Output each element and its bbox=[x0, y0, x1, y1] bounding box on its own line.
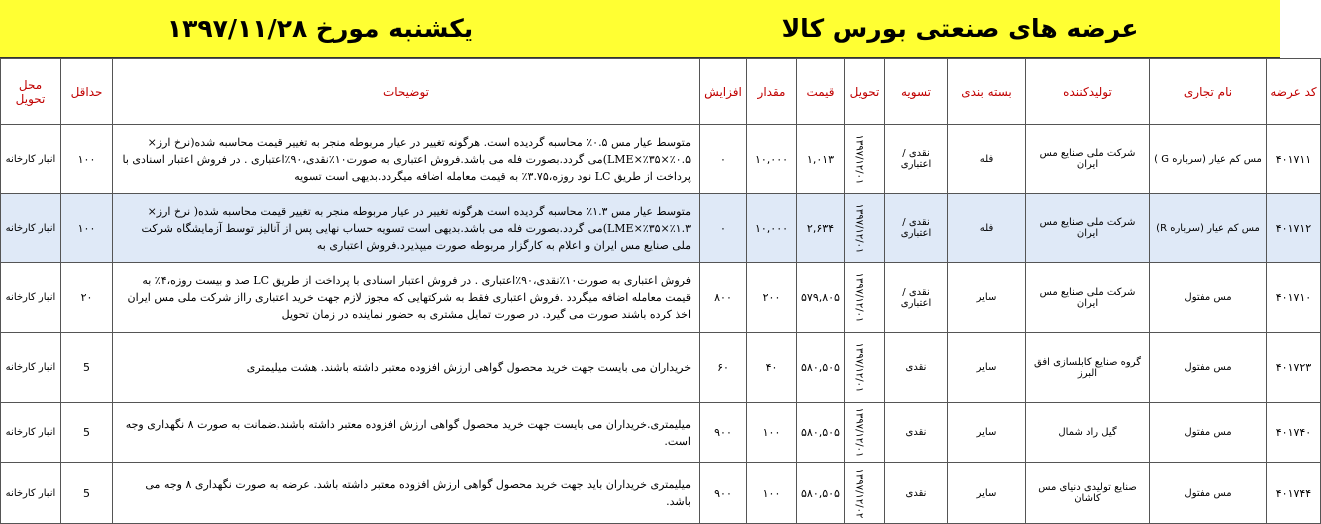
increase: ۰ bbox=[700, 194, 747, 263]
delivery-location: انبار کارخانه bbox=[1, 125, 61, 194]
quantity: ۱۰,۰۰۰ bbox=[747, 125, 797, 194]
producer: گیل راد شمال bbox=[1026, 403, 1150, 463]
delivery-date-cell bbox=[845, 333, 885, 403]
page-date: یکشنبه مورخ ۱۳۹۷/۱۱/۲۸ bbox=[166, 14, 474, 43]
column-header: قیمت bbox=[797, 59, 845, 125]
page-title: عرضه های صنعتی بورس کالا bbox=[781, 14, 1139, 43]
offer-code: ۴۰۱۷۱۱ bbox=[1267, 125, 1321, 194]
brand-name: مس مفتول bbox=[1150, 263, 1267, 333]
price: ۵۷۹,۸۰۵ bbox=[797, 263, 845, 333]
table-row bbox=[1, 194, 1321, 263]
delivery-date-cell bbox=[845, 194, 885, 263]
minimum: 5 bbox=[61, 403, 113, 463]
header-banner bbox=[0, 0, 1280, 59]
increase: ۹۰۰ bbox=[700, 403, 747, 463]
packaging: سایر bbox=[948, 403, 1026, 463]
increase: ۶۰ bbox=[700, 333, 747, 403]
offer-code: ۴۰۱۷۴۴ bbox=[1267, 463, 1321, 524]
description: فروش اعتباری به صورت۱۰٪نقدی،۹۰٪اعتباری . در فروش اعتبار اسنادی با پرداخت از طریق LC صد و بیست روزه،۴٪ به قیمت معامله اضافه میگردد .فروش اعتباری فقط به شرکتهایی که مجوز لازم جهت خرید اعتباری رااز شرکت ملی مس ایران اخذ کرده باشند صورت می گیرد. در صورت تمایل مشتری به حضور نماینده در زمان تحویل bbox=[113, 263, 700, 333]
column-header: کد عرضه bbox=[1267, 59, 1321, 125]
increase: ۸۰۰ bbox=[700, 263, 747, 333]
price: ۱,۰۱۳ bbox=[797, 125, 845, 194]
delivery-date-cell bbox=[845, 463, 885, 524]
column-header: محل تحویل bbox=[1, 59, 61, 125]
delivery-date: ۱۳۹۷/۱۲/۰۱ bbox=[853, 272, 865, 323]
description: متوسط عیار مس ۰.۵٪ محاسبه گردیده است. هرگونه تغییر در عیار مربوطه منجر به تغییر قیمت محاسبه شده(نرخ ارز× ۰.۵٪×۳۵٪×LME)می گردد.بصورت فله می باشد.فروش اعتباری به صورت۱۰٪نقدی،۹۰٪اعتباری . در فروش اعتبار اسنادی با پرداخت از طریق LC نود روزه،۳.۷۵٪ به قیمت معامله اضافه میگردد.بدیهی است تسویه bbox=[113, 125, 700, 194]
delivery-date-cell bbox=[845, 125, 885, 194]
column-header: نام تجاری bbox=[1150, 59, 1267, 125]
description: متوسط عیار مس ۱.۳٪ محاسبه گردیده است هرگونه تغییر در عیار مربوطه منجر به تغییر قیمت محاسبه شده( نرخ ارز× ۱.۳٪×۳۵٪×LME)می گردد.بصورت فله می باشد.بدیهی است تسویه حساب نهایی پس از آنالیز توسط آزمایشگاه شرکت ملی صنایع مس ایران و اعلام به کارگزار مربوطه صورت میپذیرد.فروش اعتباری به bbox=[113, 194, 700, 263]
minimum: 5 bbox=[61, 463, 113, 524]
delivery-location: انبار کارخانه bbox=[1, 403, 61, 463]
packaging: سایر bbox=[948, 333, 1026, 403]
producer: شرکت ملی صنایع مس ایران bbox=[1026, 263, 1150, 333]
quantity: ۱۰۰ bbox=[747, 463, 797, 524]
table-row bbox=[1, 463, 1321, 524]
delivery-date-cell bbox=[845, 403, 885, 463]
delivery-date: ۱۳۹۷/۱۲/۰۲ bbox=[853, 468, 865, 518]
column-header: تسویه bbox=[885, 59, 948, 125]
offer-code: ۴۰۱۷۱۲ bbox=[1267, 194, 1321, 263]
table-row bbox=[1, 263, 1321, 333]
offer-code: ۴۰۱۷۴۰ bbox=[1267, 403, 1321, 463]
offer-code: ۴۰۱۷۲۳ bbox=[1267, 333, 1321, 403]
delivery-date: ۱۳۹۷/۱۲/۰۱ bbox=[853, 134, 865, 184]
brand-name: مس کم عیار (سرباره R) bbox=[1150, 194, 1267, 263]
price: ۵۸۰,۵۰۵ bbox=[797, 403, 845, 463]
price: ۲,۶۳۴ bbox=[797, 194, 845, 263]
price: ۵۸۰,۵۰۵ bbox=[797, 463, 845, 524]
column-header: بسته بندی bbox=[948, 59, 1026, 125]
quantity: ۱۰۰ bbox=[747, 403, 797, 463]
column-header: مقدار bbox=[747, 59, 797, 125]
table-row bbox=[1, 403, 1321, 463]
settlement: نقدی / اعتباری bbox=[885, 125, 948, 194]
table-header-row bbox=[1, 59, 1321, 125]
delivery-date-cell bbox=[845, 263, 885, 333]
increase: ۰ bbox=[700, 125, 747, 194]
offers-table bbox=[0, 58, 1321, 524]
minimum: ۲۰ bbox=[61, 263, 113, 333]
column-header: توضیحات bbox=[113, 59, 700, 125]
quantity: ۴۰ bbox=[747, 333, 797, 403]
producer: شرکت ملی صنایع مس ایران bbox=[1026, 194, 1150, 263]
minimum: ۱۰۰ bbox=[61, 125, 113, 194]
description: خریداران می بایست جهت خرید محصول گواهی ارزش افزوده معتبر داشته باشند. هشت میلیمتری bbox=[113, 333, 700, 403]
offer-code: ۴۰۱۷۱۰ bbox=[1267, 263, 1321, 333]
delivery-location: انبار کارخانه bbox=[1, 333, 61, 403]
packaging: سایر bbox=[948, 463, 1026, 524]
column-header: حداقل bbox=[61, 59, 113, 125]
quantity: ۲۰۰ bbox=[747, 263, 797, 333]
delivery-date: ۱۳۹۷/۱۲/۰۱ bbox=[853, 342, 865, 393]
quantity: ۱۰,۰۰۰ bbox=[747, 194, 797, 263]
table-row bbox=[1, 333, 1321, 403]
description: میلیمتری.خریداران می بایست جهت خرید محصول گواهی ارزش افزوده معتبر داشته باشند.ضمانت به صورت ۸ نگهداری وجه است. bbox=[113, 403, 700, 463]
brand-name: مس مفتول bbox=[1150, 333, 1267, 403]
column-header: تولیدکننده bbox=[1026, 59, 1150, 125]
brand-name: مس مفتول bbox=[1150, 463, 1267, 524]
delivery-location: انبار کارخانه bbox=[1, 263, 61, 333]
settlement: نقدی bbox=[885, 403, 948, 463]
producer: گروه صنایع کابلسازی افق البرز bbox=[1026, 333, 1150, 403]
producer: صنایع تولیدی دنیای مس کاشان bbox=[1026, 463, 1150, 524]
increase: ۹۰۰ bbox=[700, 463, 747, 524]
settlement: نقدی bbox=[885, 333, 948, 403]
column-header: افزایش bbox=[700, 59, 747, 125]
packaging: فله bbox=[948, 194, 1026, 263]
delivery-date: ۱۳۹۷/۱۲/۰۱ bbox=[853, 407, 865, 458]
price: ۵۸۰,۵۰۵ bbox=[797, 333, 845, 403]
settlement: نقدی / اعتباری bbox=[885, 194, 948, 263]
settlement: نقدی bbox=[885, 463, 948, 524]
column-header: تحویل bbox=[845, 59, 885, 125]
settlement: نقدی / اعتباری bbox=[885, 263, 948, 333]
packaging: فله bbox=[948, 125, 1026, 194]
brand-name: مس مفتول bbox=[1150, 403, 1267, 463]
delivery-location: انبار کارخانه bbox=[1, 463, 61, 524]
minimum: ۱۰۰ bbox=[61, 194, 113, 263]
brand-name: مس کم عیار (سرباره G ) bbox=[1150, 125, 1267, 194]
delivery-date: ۱۳۹۷/۱۲/۰۱ bbox=[853, 203, 865, 253]
producer: شرکت ملی صنایع مس ایران bbox=[1026, 125, 1150, 194]
minimum: 5 bbox=[61, 333, 113, 403]
packaging: سایر bbox=[948, 263, 1026, 333]
table-row bbox=[1, 125, 1321, 194]
description: میلیمتری خریداران باید جهت خرید محصول گواهی ارزش افزوده معتبر داشته باشد. عرضه به صورت نگهداری ۸ وجه می باشد. bbox=[113, 463, 700, 524]
delivery-location: انبار کارخانه bbox=[1, 194, 61, 263]
